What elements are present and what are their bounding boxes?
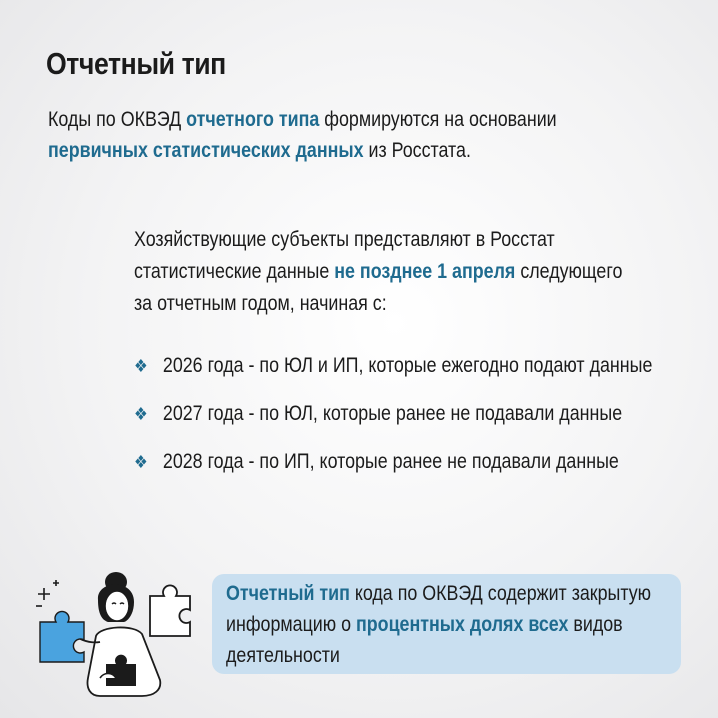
intro-text-2: формируются на основании	[319, 108, 557, 131]
diamond-bullet-icon: ❖	[134, 404, 148, 424]
intro-highlight-report-type: отчетного типа	[186, 108, 320, 131]
info-note	[212, 574, 681, 674]
diamond-bullet-icon: ❖	[134, 452, 148, 472]
puzzle-outline-icon	[150, 585, 190, 636]
deadline-text-2: следующего за отчетным годом, начиная с:	[134, 260, 623, 315]
note-highlight-shares: процентных долях всех	[355, 613, 569, 636]
intro-text-3: из Росстата.	[363, 139, 471, 162]
list-item	[134, 438, 678, 486]
intro-highlight-primary-data: первичных статистических данных	[48, 139, 364, 162]
list-item	[134, 342, 678, 390]
deadline-text-1: Хозяйствующие субъекты представляют в Росстат статистические данные	[134, 228, 555, 283]
puzzle-piece-icon	[40, 611, 84, 662]
list-item	[134, 390, 678, 438]
list-item-text: 2027 года - по ЮЛ, которые ранее не подавали данные	[162, 402, 623, 425]
note-text-2: видов деятельности	[226, 613, 623, 667]
note-text	[226, 578, 668, 671]
diamond-bullet-icon: ❖	[134, 356, 148, 376]
list-item-text: 2028 года - по ИП, которые ранее не подавали данные	[162, 450, 619, 473]
intro-paragraph	[48, 104, 660, 166]
year-list	[134, 342, 678, 486]
woman-with-puzzle-illustration	[30, 560, 210, 710]
note-highlight-report-type: Отчетный тип	[226, 582, 350, 605]
deadline-highlight: не позднее 1 апреля	[334, 260, 516, 283]
intro-text-1: Коды по ОКВЭД	[48, 108, 187, 131]
deadline-paragraph	[134, 224, 644, 320]
list-item-text: 2026 года - по ЮЛ и ИП, которые ежегодно подают данные	[162, 354, 653, 377]
sparkle-icon	[36, 580, 59, 606]
page-title: Отчетный тип	[46, 46, 226, 81]
note-text-1: кода по ОКВЭД содержит закрытую информацию о	[226, 582, 652, 636]
